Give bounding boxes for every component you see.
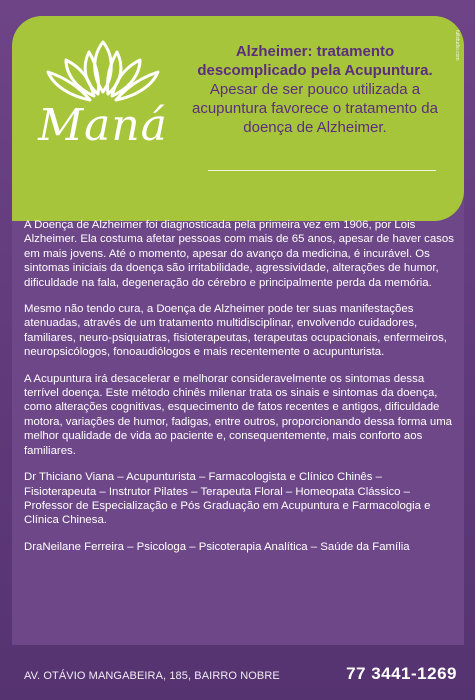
paragraph-5: DraNeilane Ferreira – Psicologa – Psicoterapia Analítica – Saúde da Família [24, 540, 410, 553]
paragraph-4: Dr Thiciano Viana – Acupunturista – Farmacologista e Clínico Chinês – Fisioterapeuta – Instrutor Pilates – Terapeuta Floral – Homeopata Clássico – Professor de Especialização e Pós Graduação em Acupuntura e Farmacologia e Clínica Chinesa. [24, 471, 431, 527]
article-title: Alzheimer: tratamento descomplicado pela Acupuntura. [197, 43, 433, 79]
paragraph-3: A Acupuntura irá desacelerar e melhorar consideravelmente os sintomas dessa terrível doença. Este método chinês milenar trata os sinais e sintomas da doença, como alterações cognitivas, esquecimento de fatos recentes e antigos, dificuldade motora, variações de humor, fadigas, entre outros, proporcionando dessa forma uma melhor qualidade de vida ao paciente e, consequentemente, mais conforto aos familiares. [24, 372, 453, 457]
logo [28, 38, 178, 168]
header-divider [208, 170, 436, 171]
paragraph-2: Mesmo não tendo cura, a Doença de Alzheimer pode ter suas manifestações atenuadas, através de um tratamento multidisciplinar, envolvendo cuidadores, familiares, neuro-psiquiatras, fisioterapeutas, terapeutas ocupacionais, enfermeiros, neuropsicólogos, fonoaudiólogos e mais recentemente o acupunturista. [24, 303, 447, 359]
phone-number[interactable]: 77 3441-1269 [346, 664, 457, 683]
address-text: AV. OTÁVIO MANGABEIRA, 185, BAIRRO NOBRE [24, 670, 280, 682]
logo-text: Maná [38, 100, 168, 151]
side-credit: fullstudio.com [454, 30, 460, 61]
article-body [24, 218, 456, 566]
paragraph-1: A Doença de Alzheimer foi diagnosticada pela primeira vez em 1906, por Lois Alzheimer. Ela costuma afetar pessoas com mais de 65 anos, apesar de haver casos em mais jovens. Até o momento, apesar do avanço da medicina, é incurável. Os sintomas iniciais da doença são irritabilidade, agressividade, alterações de humor, dificuldade na fala, degeneração do cérebro e principalmente perda da memória. [24, 219, 454, 289]
article-subtitle: Apesar de ser pouco utilizada a acupuntura favorece o tratamento da doença de Alzheimer. [192, 81, 438, 136]
header-text [190, 42, 440, 137]
footer [0, 660, 475, 700]
